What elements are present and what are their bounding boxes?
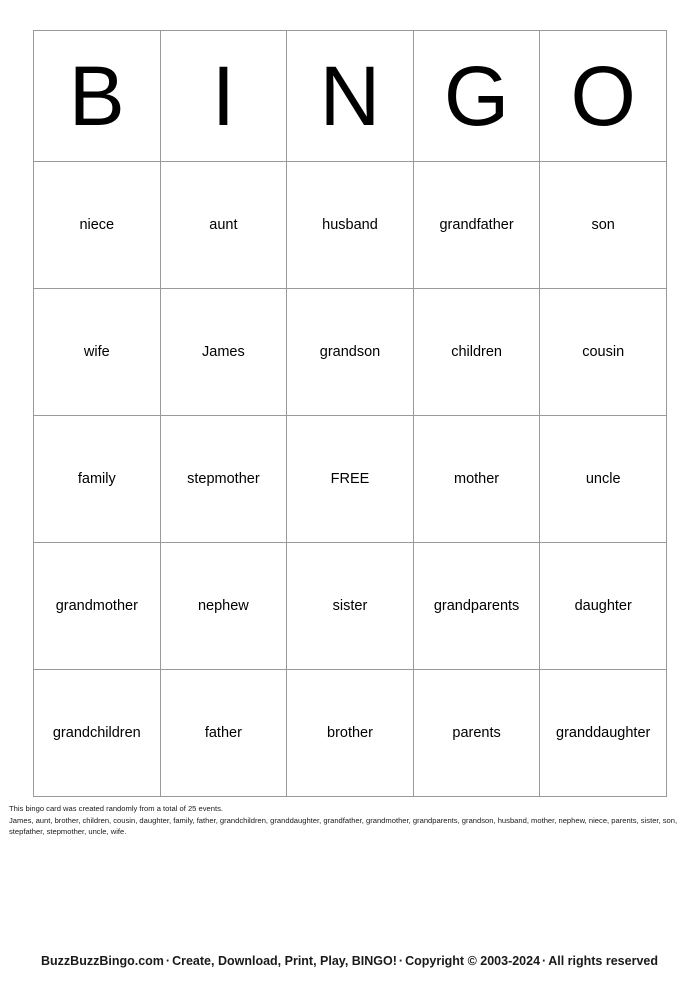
bingo-cell-label: mother [454,471,500,487]
bingo-cell[interactable] [413,162,540,289]
bingo-cell-label: father [204,725,242,741]
bingo-cell-label: brother [327,725,373,741]
bingo-cell[interactable] [540,289,667,416]
bingo-header-cell-g [413,31,540,162]
bingo-row [34,289,667,416]
footer-separator: · [165,954,171,968]
footer-copyright: Copyright © 2003-2024 [405,954,541,968]
bingo-cell-label: daughter [574,598,632,614]
bingo-grid [33,30,667,797]
bingo-cell[interactable] [287,289,414,416]
bingo-cell-label: grandson [319,344,381,360]
page-footer [0,952,699,970]
bingo-letter-n: N [319,49,381,143]
bingo-cell-label: husband [322,217,378,233]
bingo-header-cell-n [287,31,414,162]
bingo-header-cell-o [540,31,667,162]
footer-separator: · [542,954,547,968]
bingo-cell-label: wife [83,344,110,360]
bingo-cell[interactable] [160,162,287,289]
bingo-cell[interactable] [413,670,540,797]
footer-rights: All rights reserved [548,954,658,968]
bingo-cell-label: granddaughter [556,725,651,741]
bingo-row [34,416,667,543]
bingo-letter-i: I [211,49,236,143]
bingo-cell[interactable] [160,543,287,670]
bingo-cell[interactable] [34,162,161,289]
bingo-cell-label: aunt [209,217,238,233]
fineprint-block [9,803,689,838]
bingo-cell[interactable] [413,416,540,543]
footer-site-name[interactable]: BuzzBuzzBingo.com [41,954,164,968]
bingo-free-cell[interactable] [287,416,414,543]
bingo-cell-label: cousin [582,344,625,360]
bingo-cell[interactable] [34,543,161,670]
bingo-cell[interactable] [160,289,287,416]
bingo-cell-label: grandchildren [52,725,141,741]
bingo-header-row [34,31,667,162]
bingo-cell[interactable] [540,543,667,670]
bingo-cell-label: nephew [197,598,249,614]
bingo-cell[interactable] [160,670,287,797]
bingo-cell-label: niece [79,217,115,233]
bingo-cell[interactable] [413,289,540,416]
bingo-cell-label: stepmother [187,471,260,487]
bingo-cell-label: family [77,471,116,487]
bingo-cell[interactable] [34,289,161,416]
bingo-cell[interactable] [413,543,540,670]
bingo-cell-label: grandmother [55,598,138,614]
bingo-cell-label: sister [332,598,368,614]
bingo-cell-label: parents [452,725,501,741]
bingo-cell[interactable] [160,416,287,543]
bingo-header-cell-b [34,31,161,162]
bingo-cell[interactable] [540,416,667,543]
fineprint-line-wordlist: James, aunt, brother, children, cousin, daughter, family, father, grandchildren, granddaughter, grandfather, grandmother, grandparents, grandson, husband, mother, nephew, niece, parents, sister, son, stepfather, stepmother, uncle, wife. [9,815,678,837]
footer-tagline: Create, Download, Print, Play, BINGO! [172,954,397,968]
bingo-cell[interactable] [287,162,414,289]
bingo-header-cell-i [160,31,287,162]
bingo-letter-o: O [570,49,636,143]
bingo-cell-label: children [451,344,502,360]
bingo-cell-label: James [202,344,245,360]
fineprint-line-source: This bingo card was created randomly from a total of 25 events. [9,804,223,813]
bingo-cell[interactable] [34,670,161,797]
bingo-cell[interactable] [34,416,161,543]
bingo-cell[interactable] [540,162,667,289]
bingo-cell[interactable] [287,670,414,797]
bingo-cell-label: son [591,217,615,233]
bingo-cell-label: grandfather [439,217,514,233]
bingo-row [34,543,667,670]
bingo-cell[interactable] [540,670,667,797]
bingo-free-label: FREE [330,471,370,487]
bingo-letter-b: B [68,49,125,143]
bingo-cell[interactable] [287,543,414,670]
footer-separator: · [398,954,404,968]
bingo-row [34,162,667,289]
bingo-letter-g: G [443,49,510,143]
bingo-row [34,670,667,797]
bingo-cell-label: grandparents [433,598,520,614]
bingo-cell-label: uncle [585,471,621,487]
